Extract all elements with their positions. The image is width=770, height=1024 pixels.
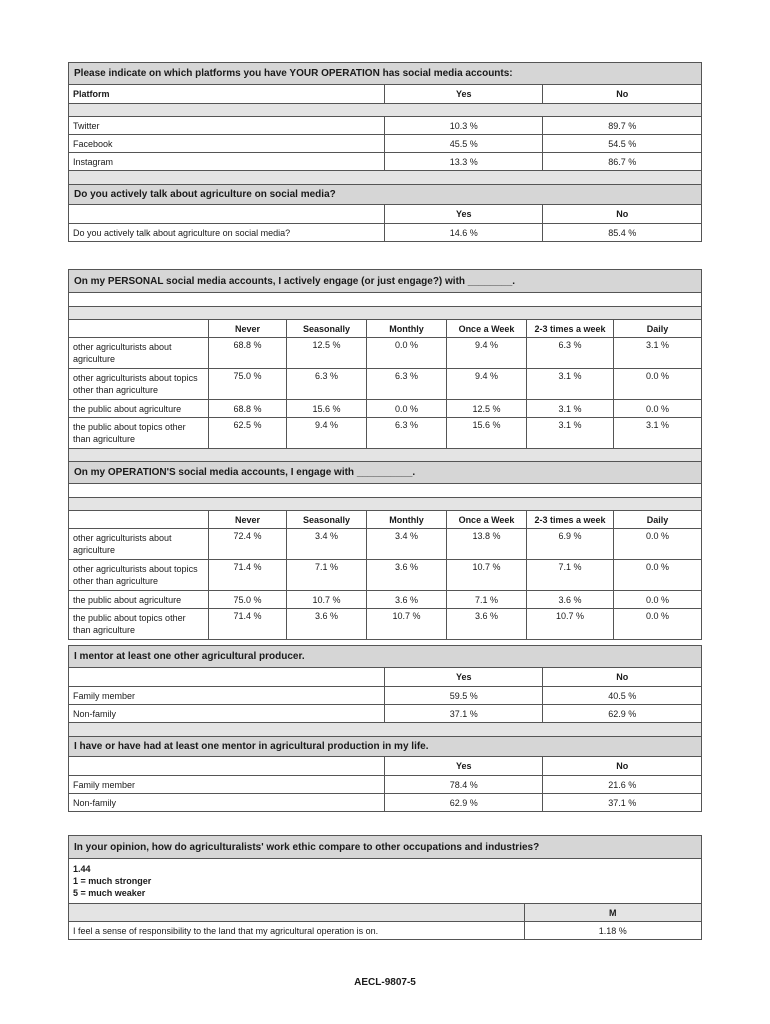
value-cell: 15.6 % bbox=[286, 400, 366, 417]
value-cell: 3.6 % bbox=[446, 609, 526, 639]
value-cell: 3.4 % bbox=[366, 529, 446, 559]
row-label: Facebook bbox=[73, 138, 113, 149]
value-cell: 3.6 % bbox=[526, 591, 613, 608]
column-header: Daily bbox=[613, 320, 701, 337]
row-label: other agriculturists about agriculture bbox=[73, 533, 172, 555]
column-header: Yes bbox=[384, 668, 543, 686]
value-cell: 9.4 % bbox=[446, 338, 526, 368]
column-header: Never bbox=[208, 320, 286, 337]
value-cell: 0.0 % bbox=[613, 609, 701, 639]
row-label: I feel a sense of responsibility to the land that my agricultural operation is on. bbox=[73, 925, 379, 936]
section-title: I have or have had at least one mentor in agricultural production in my life. bbox=[69, 737, 701, 756]
no-value: 54.5 % bbox=[542, 135, 701, 152]
section-title: On my PERSONAL social media accounts, I actively engage (or just engage?) with ________. bbox=[69, 270, 701, 292]
no-value: 37.1 % bbox=[542, 794, 701, 811]
column-header: No bbox=[542, 85, 701, 103]
no-value: 89.7 % bbox=[542, 117, 701, 134]
scale-label: 1 = much stronger bbox=[73, 876, 152, 886]
yes-value: 14.6 % bbox=[384, 224, 543, 241]
mentor-table bbox=[68, 645, 702, 812]
row-label: Instagram bbox=[73, 156, 114, 167]
value-cell: 0.0 % bbox=[366, 400, 446, 417]
row-label: the public about agriculture bbox=[73, 594, 182, 605]
value-cell: 0.0 % bbox=[366, 338, 446, 368]
value-cell: 0.0 % bbox=[613, 560, 701, 590]
value-cell: 75.0 % bbox=[208, 369, 286, 399]
value-cell: 6.3 % bbox=[286, 369, 366, 399]
column-header: Yes bbox=[384, 757, 543, 775]
row-label: the public about topics other than agriculture bbox=[73, 422, 186, 444]
row-label: other agriculturists about topics other than agriculture bbox=[73, 373, 198, 395]
value-cell: 3.4 % bbox=[286, 529, 366, 559]
value-cell: 68.8 % bbox=[208, 338, 286, 368]
value-cell: 0.0 % bbox=[613, 369, 701, 399]
value-cell: 15.6 % bbox=[446, 418, 526, 448]
row-label: the public about agriculture bbox=[73, 403, 182, 414]
row-label: other agriculturists about topics other than agriculture bbox=[73, 564, 198, 586]
row-label: Family member bbox=[73, 779, 136, 790]
value-cell: 9.4 % bbox=[446, 369, 526, 399]
value-cell: 6.3 % bbox=[526, 338, 613, 368]
scale-label: 5 = much weaker bbox=[73, 888, 146, 898]
value-cell: 0.0 % bbox=[613, 591, 701, 608]
column-header: Once a Week bbox=[446, 511, 526, 528]
column-header: Monthly bbox=[366, 511, 446, 528]
column-header: Platform bbox=[73, 89, 110, 99]
yes-value: 37.1 % bbox=[384, 705, 543, 722]
value-cell: 13.8 % bbox=[446, 529, 526, 559]
yes-value: 59.5 % bbox=[384, 687, 543, 704]
work-ethic-table bbox=[68, 835, 702, 940]
column-header: No bbox=[542, 205, 701, 223]
row-label: Non-family bbox=[73, 708, 117, 719]
row-label: Non-family bbox=[73, 797, 117, 808]
value-cell: 12.5 % bbox=[286, 338, 366, 368]
column-header: Monthly bbox=[366, 320, 446, 337]
value-cell: 71.4 % bbox=[208, 609, 286, 639]
value-cell: 62.5 % bbox=[208, 418, 286, 448]
column-header: M bbox=[524, 904, 701, 921]
value-cell: 6.3 % bbox=[366, 369, 446, 399]
value-cell: 10.7 % bbox=[526, 609, 613, 639]
column-header: Never bbox=[208, 511, 286, 528]
page-footer: AECL-9807-5 bbox=[354, 977, 416, 988]
value-cell: 0.0 % bbox=[613, 400, 701, 417]
value-cell: 12.5 % bbox=[446, 400, 526, 417]
section-title: Please indicate on which platforms you have YOUR OPERATION has social media accounts: bbox=[69, 63, 701, 84]
value-cell: 10.7 % bbox=[286, 591, 366, 608]
no-value: 85.4 % bbox=[542, 224, 701, 241]
value-cell: 0.0 % bbox=[613, 529, 701, 559]
yes-value: 78.4 % bbox=[384, 776, 543, 793]
yes-value: 10.3 % bbox=[384, 117, 543, 134]
no-value: 21.6 % bbox=[542, 776, 701, 793]
no-value: 62.9 % bbox=[542, 705, 701, 722]
mean-value: 1.18 % bbox=[524, 922, 701, 939]
no-value: 40.5 % bbox=[542, 687, 701, 704]
column-header: Yes bbox=[384, 205, 543, 223]
value-cell: 3.1 % bbox=[613, 338, 701, 368]
row-label: other agriculturists about agriculture bbox=[73, 342, 172, 364]
value-cell: 3.6 % bbox=[286, 609, 366, 639]
value-cell: 68.8 % bbox=[208, 400, 286, 417]
column-header: Once a Week bbox=[446, 320, 526, 337]
no-value: 86.7 % bbox=[542, 153, 701, 170]
yes-value: 13.3 % bbox=[384, 153, 543, 170]
value-cell: 6.3 % bbox=[366, 418, 446, 448]
value-cell: 7.1 % bbox=[526, 560, 613, 590]
column-header: Yes bbox=[384, 85, 543, 103]
section-title: I mentor at least one other agricultural producer. bbox=[69, 646, 701, 667]
value-cell: 3.1 % bbox=[613, 418, 701, 448]
column-header: 2-3 times a week bbox=[526, 320, 613, 337]
value-cell: 72.4 % bbox=[208, 529, 286, 559]
value-cell: 75.0 % bbox=[208, 591, 286, 608]
value-cell: 71.4 % bbox=[208, 560, 286, 590]
yes-value: 45.5 % bbox=[384, 135, 543, 152]
platforms-table bbox=[68, 62, 702, 242]
value-cell: 9.4 % bbox=[286, 418, 366, 448]
value-cell: 3.6 % bbox=[366, 560, 446, 590]
row-label: Twitter bbox=[73, 120, 100, 131]
yes-value: 62.9 % bbox=[384, 794, 543, 811]
section-title: On my OPERATION'S social media accounts, I engage with __________. bbox=[69, 462, 701, 483]
row-label: Do you actively talk about agriculture on social media? bbox=[73, 227, 291, 238]
value-cell: 6.9 % bbox=[526, 529, 613, 559]
column-header: Seasonally bbox=[286, 511, 366, 528]
row-label: Family member bbox=[73, 690, 136, 701]
value-cell: 3.1 % bbox=[526, 369, 613, 399]
column-header: Seasonally bbox=[286, 320, 366, 337]
value-cell: 10.7 % bbox=[366, 609, 446, 639]
value-cell: 10.7 % bbox=[446, 560, 526, 590]
value-cell: 3.1 % bbox=[526, 400, 613, 417]
value-cell: 7.1 % bbox=[446, 591, 526, 608]
value-cell: 7.1 % bbox=[286, 560, 366, 590]
value-cell: 3.1 % bbox=[526, 418, 613, 448]
row-label: the public about topics other than agriculture bbox=[73, 613, 186, 635]
column-header: 2-3 times a week bbox=[526, 511, 613, 528]
section-title: In your opinion, how do agriculturalists' work ethic compare to other occupations and industries? bbox=[69, 836, 701, 858]
value-cell: 3.6 % bbox=[366, 591, 446, 608]
section-title: Do you actively talk about agriculture on social media? bbox=[69, 185, 701, 204]
column-header: Daily bbox=[613, 511, 701, 528]
column-header: No bbox=[542, 668, 701, 686]
engagement-table bbox=[68, 269, 702, 640]
column-header: No bbox=[542, 757, 701, 775]
score-value: 1.44 bbox=[73, 864, 91, 874]
